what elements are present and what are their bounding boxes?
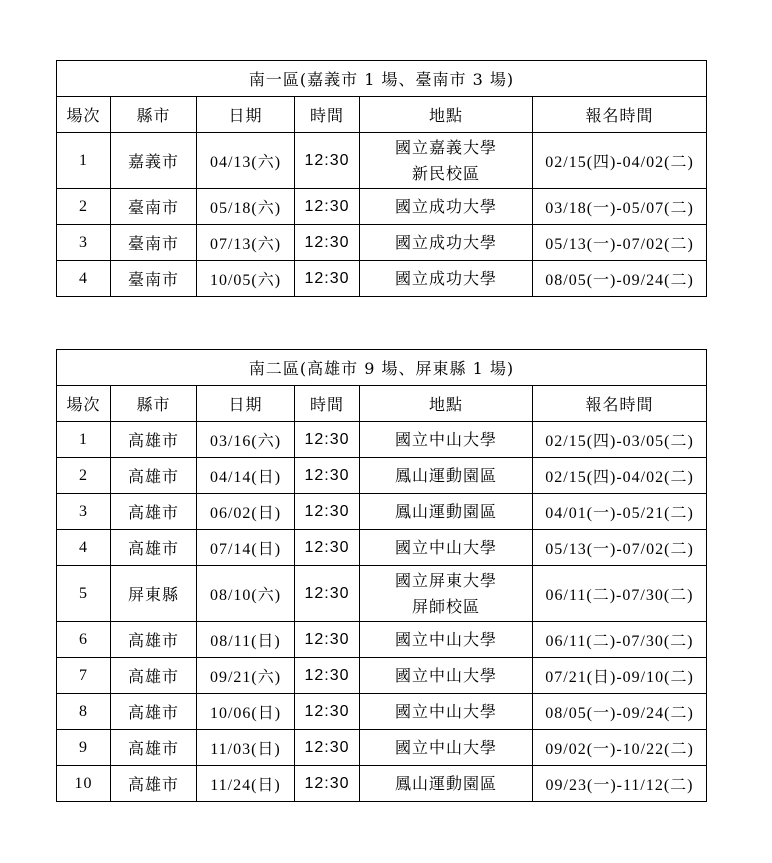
location-line: 國立嘉義大學: [394, 137, 497, 157]
location-cell: [360, 225, 533, 261]
location-cell: [360, 658, 533, 694]
time-cell: 12:30: [295, 225, 360, 261]
location-cell: [360, 766, 533, 802]
table-row: [57, 189, 707, 225]
schedule-table-south1: [56, 60, 707, 297]
location-line: 國立屏東大學: [394, 570, 497, 590]
session-number-cell: 9: [57, 730, 111, 766]
time-cell: 12:30: [295, 261, 360, 297]
location-line: 屏師校區: [411, 596, 480, 616]
time-cell: 12:30: [295, 133, 360, 189]
county-cell: 臺南市: [111, 225, 197, 261]
location-cell: [360, 622, 533, 658]
location-cell: [360, 494, 533, 530]
location-cell: [360, 458, 533, 494]
table-row: [57, 458, 707, 494]
location-line: 國立中山大學: [394, 701, 497, 721]
time-cell: 12:30: [295, 730, 360, 766]
table-body: [57, 422, 707, 802]
location-line: 鳳山運動園區: [394, 465, 497, 485]
location-line: 國立中山大學: [394, 665, 497, 685]
session-number-cell: 2: [57, 189, 111, 225]
county-cell: 高雄市: [111, 530, 197, 566]
table-row: [57, 622, 707, 658]
registration-period-cell: 07/21(日)-09/10(二): [533, 658, 707, 694]
table-row: [57, 261, 707, 297]
table-body: [57, 133, 707, 297]
table-row: [57, 422, 707, 458]
session-number-cell: 7: [57, 658, 111, 694]
registration-period-cell: 03/18(一)-05/07(二): [533, 189, 707, 225]
location-line: 新民校區: [411, 163, 480, 183]
column-header-time: 時間: [295, 97, 360, 133]
session-number-cell: 4: [57, 261, 111, 297]
session-number-cell: 1: [57, 133, 111, 189]
session-number-cell: 1: [57, 422, 111, 458]
column-header-registration: 報名時間: [533, 97, 707, 133]
location-cell: [360, 189, 533, 225]
table-row: [57, 694, 707, 730]
time-cell: 12:30: [295, 766, 360, 802]
time-cell: 12:30: [295, 530, 360, 566]
session-number-cell: 3: [57, 494, 111, 530]
time-cell: 12:30: [295, 622, 360, 658]
time-cell: 12:30: [295, 566, 360, 622]
location-cell: [360, 133, 533, 189]
registration-period-cell: 08/05(一)-09/24(二): [533, 694, 707, 730]
date-cell: 08/10(六): [197, 566, 295, 622]
registration-period-cell: 09/23(一)-11/12(二): [533, 766, 707, 802]
location-cell: [360, 566, 533, 622]
location-line: 國立中山大學: [394, 537, 497, 557]
location-line: 國立成功大學: [394, 268, 497, 288]
date-cell: 06/02(日): [197, 494, 295, 530]
county-cell: 高雄市: [111, 458, 197, 494]
date-cell: 10/06(日): [197, 694, 295, 730]
column-header-county: 縣市: [111, 386, 197, 422]
location-line: 國立成功大學: [394, 196, 497, 216]
session-number-cell: 4: [57, 530, 111, 566]
table-row: [57, 730, 707, 766]
county-cell: 臺南市: [111, 189, 197, 225]
time-cell: 12:30: [295, 658, 360, 694]
date-cell: 04/14(日): [197, 458, 295, 494]
session-number-cell: 10: [57, 766, 111, 802]
column-header-time: 時間: [295, 386, 360, 422]
time-cell: 12:30: [295, 694, 360, 730]
date-cell: 11/03(日): [197, 730, 295, 766]
registration-period-cell: 06/11(二)-07/30(二): [533, 566, 707, 622]
column-header-location: 地點: [360, 386, 533, 422]
location-line: 鳳山運動園區: [394, 501, 497, 521]
location-line: 鳳山運動園區: [394, 773, 497, 793]
location-cell: [360, 530, 533, 566]
county-cell: 高雄市: [111, 422, 197, 458]
column-header-session: 場次: [57, 97, 111, 133]
table-row: [57, 133, 707, 189]
date-cell: 07/14(日): [197, 530, 295, 566]
county-cell: 高雄市: [111, 730, 197, 766]
column-header-county: 縣市: [111, 97, 197, 133]
column-header-location: 地點: [360, 97, 533, 133]
county-cell: 高雄市: [111, 622, 197, 658]
date-cell: 09/21(六): [197, 658, 295, 694]
location-line: 國立中山大學: [394, 737, 497, 757]
county-cell: 嘉義市: [111, 133, 197, 189]
table-row: [57, 658, 707, 694]
registration-period-cell: 02/15(四)-04/02(二): [533, 458, 707, 494]
table-title: 南二區(高雄市 9 場、屏東縣 1 場): [57, 350, 707, 386]
registration-period-cell: 05/13(一)-07/02(二): [533, 530, 707, 566]
location-line: 國立中山大學: [394, 629, 497, 649]
location-line: 國立成功大學: [394, 232, 497, 252]
registration-period-cell: 09/02(一)-10/22(二): [533, 730, 707, 766]
location-line: 國立中山大學: [394, 429, 497, 449]
date-cell: 03/16(六): [197, 422, 295, 458]
location-cell: [360, 694, 533, 730]
table-row: [57, 530, 707, 566]
column-header-date: 日期: [197, 386, 295, 422]
county-cell: 高雄市: [111, 494, 197, 530]
table-row: [57, 494, 707, 530]
session-number-cell: 8: [57, 694, 111, 730]
registration-period-cell: 05/13(一)-07/02(二): [533, 225, 707, 261]
registration-period-cell: 08/05(一)-09/24(二): [533, 261, 707, 297]
time-cell: 12:30: [295, 494, 360, 530]
date-cell: 08/11(日): [197, 622, 295, 658]
time-cell: 12:30: [295, 458, 360, 494]
session-number-cell: 2: [57, 458, 111, 494]
county-cell: 高雄市: [111, 766, 197, 802]
table-row: [57, 566, 707, 622]
schedule-table-south2: [56, 349, 707, 802]
date-cell: 07/13(六): [197, 225, 295, 261]
column-header-date: 日期: [197, 97, 295, 133]
county-cell: 高雄市: [111, 658, 197, 694]
location-cell: [360, 422, 533, 458]
table-row: [57, 225, 707, 261]
session-number-cell: 6: [57, 622, 111, 658]
county-cell: 臺南市: [111, 261, 197, 297]
date-cell: 10/05(六): [197, 261, 295, 297]
column-header-session: 場次: [57, 386, 111, 422]
column-header-registration: 報名時間: [533, 386, 707, 422]
county-cell: 高雄市: [111, 694, 197, 730]
date-cell: 04/13(六): [197, 133, 295, 189]
table-title: 南一區(嘉義市 1 場、臺南市 3 場): [57, 61, 707, 97]
session-number-cell: 3: [57, 225, 111, 261]
session-number-cell: 5: [57, 566, 111, 622]
registration-period-cell: 02/15(四)-03/05(二): [533, 422, 707, 458]
registration-period-cell: 06/11(二)-07/30(二): [533, 622, 707, 658]
time-cell: 12:30: [295, 189, 360, 225]
time-cell: 12:30: [295, 422, 360, 458]
date-cell: 05/18(六): [197, 189, 295, 225]
location-cell: [360, 261, 533, 297]
table-row: [57, 766, 707, 802]
registration-period-cell: 02/15(四)-04/02(二): [533, 133, 707, 189]
registration-period-cell: 04/01(一)-05/21(二): [533, 494, 707, 530]
location-cell: [360, 730, 533, 766]
date-cell: 11/24(日): [197, 766, 295, 802]
county-cell: 屏東縣: [111, 566, 197, 622]
